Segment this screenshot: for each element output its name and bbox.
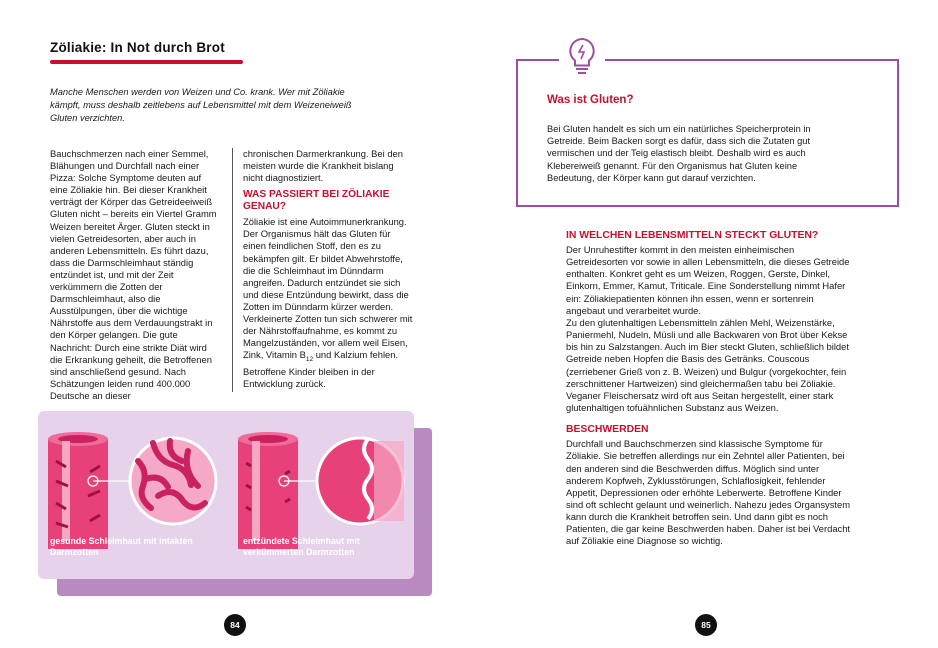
inflamed-tube: [238, 432, 298, 549]
body-column-2: [243, 148, 415, 390]
body-column-1: Bauchschmerzen nach einer Semmel, Blähungen und Durchfall nach einer Pizza: Solche Symptome deuten auf eine Zöliakie hin. Bei dieser Krankheit verträgt der Körper das Getreideeiweiß Gluten nicht – bereits ein Viertel Gramm Weizen bereitet Ärger. Gluten steckt in vielen Getreidesorten, aber auch in anderen Lebensmitteln. Es führt dazu, dass die Darmschleimhaut ständig entzündet ist, und mit der Zeit verkümmern die Zotten der Darmschleimhaut, also die Ausstülpungen, über die wichtige Nährstoffe aus dem Verdauungstrakt in den Körper gelangen. Die gute Nachricht: Durch eine strikte Diät wird die Erkrankung geheilt, die Betroffenen sind anschließend gesund. Nach Schätzungen leiden rund 400.000 Deutsche an dieser: [50, 148, 217, 401]
paragraph-getreide: Der Unruhestifter kommt in den meisten einheimischen Getreidesorten vor sowie in allen Lebensmitteln, die dieses Getreide enthalten. Konkret geht es um Weizen, Roggen, Gerste, Dinkel, Einkorn, Emmer, Kamut, Triticale. Eine Sonderstellung nimmt Hafer ein: Zöliakiepatienten können ihn essen, wenn er sortenrein angebaut und verarbeitet wurde.: [566, 244, 850, 316]
info-box-text: Bei Gluten handelt es sich um ein natürliches Speicherprotein in Getreide. Beim Backen sorgt es dafür, dass sich die Zutaten gut vermischen und der Teig elastisch bleibt. Deshalb wird es auch Klebereiweiß genannt. Für den Organismus hat Gluten keine Bedeutung, der Körper kann gut darauf verzichten.: [547, 124, 811, 183]
healthy-zoom-circle: [130, 438, 216, 524]
intestine-illustration: [38, 411, 414, 579]
col2-paragraph-b: Zöliakie ist eine Autoimmunerkrankung. Der Organismus hält das Gluten für einen feindlichen Stoff, den es zu bekämpfen gilt. Er bildet Abwehrstoffe, die die Schleimhaut im Dünndarm angreifen. Dadurch entzündet sie sich und diese Entzündung bewirkt, dass die Zotten im Dünndarm kürzer werden. Verkleinerte Zotten tun sich schwerer mit der Nährstoffaufnahme, es kommt zu Mangelzuständen, vor allem weil Eisen, Zink, Vitamin $B_{12}$ und Kalzium fehlen. Betroffene Kinder bleiben in der Entwicklung zurück.: [243, 216, 413, 390]
page-number-right: 85: [695, 614, 717, 636]
lightbulb-icon: [564, 36, 600, 76]
healthy-tube: [48, 432, 108, 549]
intro-text: Manche Menschen werden von Weizen und Co. krank. Wer mit Zöliakie kämpft, muss deshalb zeitlebens auf Lebensmittel mit dem Weizeneiweiß Gluten verzichten.: [50, 87, 352, 123]
col2-paragraph-a: chronischen Darmerkrankung. Bei den meisten wurde die Krankheit bislang nicht diagnostiziert.: [243, 148, 403, 184]
title-underline: [50, 60, 243, 64]
paragraph-beschwerden: Durchfall und Bauchschmerzen sind klassische Symptome für Zöliakie. Sie betreffen allerdings nur ein Zehntel aller Patienten, bei den anderen sind die Beschwerden diffus. Möglich sind unter anderem Kopfweh, Zyklusstörungen, Schlaflosigkeit, fehlender Appetit, Depressionen oder erhöhte Leberwerte. Betroffene Kinder sind oft schlecht gelaunt und weinerlich. Nahezu jedes Organsystem kann durch die Krankheit betroffen sein. Und dann gibt es noch Patienten, die gar keine Beschwerden haben. Daher ist bei Verdacht auf Zöliakie eine Diagnose so wichtig.: [566, 438, 851, 547]
paragraph-lebensmittel: Zu den glutenhaltigen Lebensmitteln zählen Mehl, Weizenstärke, Paniermehl, Nudeln, Müsli und alle Backwaren von Brot über Kekse bis hin zu Salzstangen. Auch im Bier steckt Gluten, schließlich bildet Getreide neben Hopfen die Basis des Getränks. Couscous (zerriebener Grieß von z. B. Weizen) und Bulgur (vorgekochter, fein zerschnittener Hartweizen) sind gleichermaßen tabu bei Zöliakie. Veganer Fleischersatz wird oft aus Seitan hergestellt, einer stark glutenhaltigen tofuähnlichen Substanz aus Weizen.: [566, 316, 849, 414]
right-body-column: [566, 230, 851, 548]
section-heading-beschwerden: BESCHWERDEN: [566, 424, 649, 436]
right-page: [469, 0, 938, 648]
page-title: Zöliakie: In Not durch Brot: [50, 40, 225, 55]
section-heading-lebensmittel: IN WELCHEN LEBENSMITTELN STECKT GLUTEN?: [566, 230, 819, 241]
page-number-left: 84: [224, 614, 246, 636]
section-heading-zoeliakie: WAS PASSIERT BEI ZÖLIAKIE GENAU?: [243, 189, 390, 213]
column-divider: [232, 148, 233, 392]
caption-healthy: gesunde Schleimhaut mit intakten Darmzotten: [50, 536, 193, 557]
inflamed-zoom-circle: [317, 438, 404, 524]
info-box-title: Was ist Gluten?: [547, 94, 634, 106]
caption-inflamed: entzündete Schleimhaut mit verkümmerten Darmzotten: [243, 536, 360, 557]
